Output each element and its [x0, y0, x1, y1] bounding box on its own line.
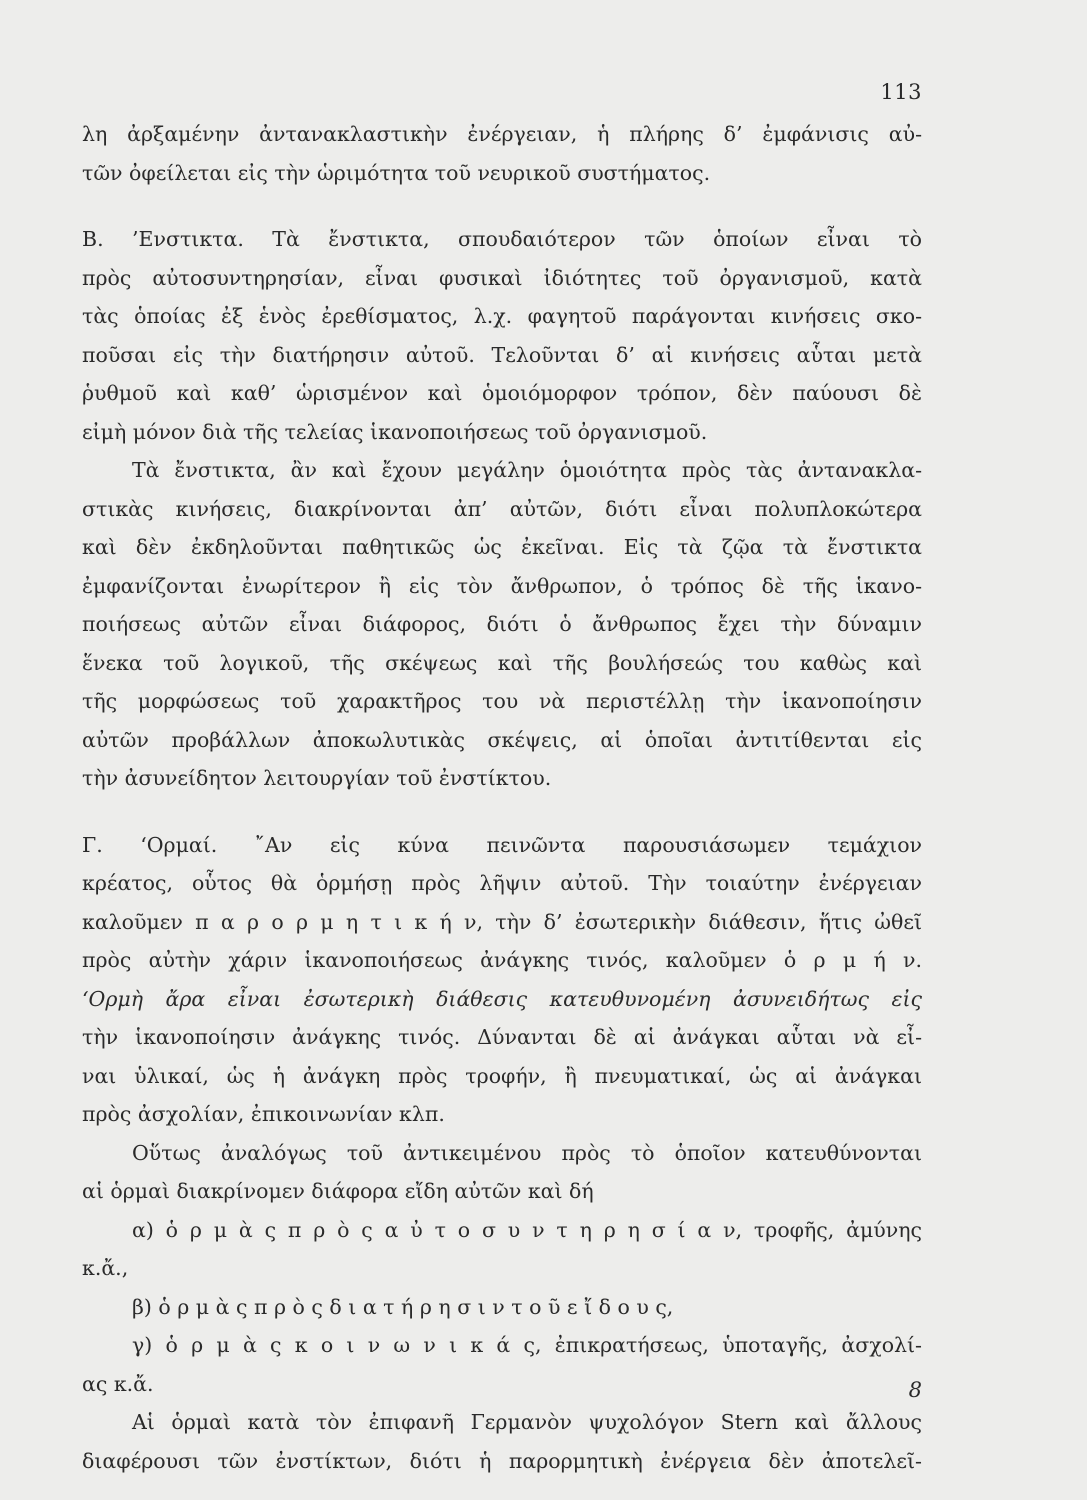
signature-mark: 8 — [908, 1378, 922, 1402]
text-line: πρὸς ἀσχολίαν, ἐπικοινωνίαν κλπ. — [82, 1102, 445, 1126]
text-line: ῥυθμοῦ καὶ καθ’ ὡρισμένον καὶ ὁμοιόμορφον τρόπον, δὲν παύουσι δὲ — [82, 381, 922, 405]
text-line: καλοῦμεν π α ρ ο ρ μ η τ ι κ ή ν, τὴν δ’ ἐσωτερικὴν διάθεσιν, ἥτις ὠθεῖ — [82, 909, 922, 934]
text-line: Οὕτως ἀναλόγως τοῦ ἀντικειμένου πρὸς τὸ ὁποῖον κατευθύνονται — [132, 1140, 922, 1165]
text-line: τὴν ἱκανοποίησιν ἀνάγκης τινός. Δύνανται δὲ αἱ ἀνάγκαι αὗται νὰ εἶ- — [82, 1025, 922, 1049]
text-line: ας κ.ἄ. — [82, 1371, 154, 1396]
text-line: τῆς μορφώσεως τοῦ χαρακτῆρος του νὰ περιστέλλῃ τὴν ἱκανοποίησιν — [82, 689, 922, 713]
body-text — [82, 115, 922, 1480]
text-line: ποιήσεως αὐτῶν εἶναι διάφορος, διότι ὁ ἄνθρωπος ἔχει τὴν δύναμιν — [82, 612, 922, 636]
text-line: αὐτῶν προβάλλων ἀποκωλυτικὰς σκέψεις, αἱ ὁποῖαι ἀντιτίθενται εἰς — [82, 727, 922, 752]
text-line: β) ὁ ρ μ ὰ ς π ρ ὸ ς δ ι α τ ή ρ η σ ι ν τ ο ῦ ε ἴ δ ο υ ς, — [132, 1294, 674, 1319]
text-line: ἕνεκα τοῦ λογικοῦ, τῆς σκέψεως καὶ τῆς βουλήσεώς του καθὼς καὶ — [82, 650, 922, 675]
text-line: τὰς ὁποίας ἐξ ἑνὸς ἐρεθίσματος, λ.χ. φαγητοῦ παράγονται κινήσεις σκο- — [82, 304, 922, 328]
text-line: διαφέρουσι τῶν ἐνστίκτων, διότι ἡ παρορμητικὴ ἐνέργεια δὲν ἀποτελεῖ- — [82, 1448, 922, 1473]
text-line: α) ὁ ρ μ ὰ ς π ρ ὸ ς α ὐ τ ο σ υ ν τ η ρ η σ ί α ν, τροφῆς, ἀμύνης — [132, 1217, 922, 1242]
text-line: κρέατος, οὗτος θὰ ὁρμήσῃ πρὸς λῆψιν αὐτοῦ. Τὴν τοιαύτην ἐνέργειαν — [82, 871, 922, 895]
text-line: Γ. ‘Ορμαί. ῎Αν εἰς κύνα πεινῶντα παρουσιάσωμεν τεμάχιον — [82, 832, 922, 857]
text-line: Β. ’Ενστικτα. Τὰ ἔνστικτα, σπουδαιότερον τῶν ὁποίων εἶναι τὸ — [82, 227, 922, 251]
text-line: τῶν ὀφείλεται εἰς τὴν ὡριμότητα τοῦ νευρικοῦ συστήματος. — [82, 160, 711, 185]
text-line: τὴν ἀσυνείδητον λειτουργίαν τοῦ ἐνστίκτου. — [82, 766, 552, 790]
text-line: στικὰς κινήσεις, διακρίνονται ἀπ’ αὐτῶν, διότι εἶναι πολυπλοκώτερα — [82, 496, 922, 521]
text-line: εἰμὴ μόνον διὰ τῆς τελείας ἱκανοποιήσεως τοῦ ὀργανισμοῦ. — [82, 419, 708, 444]
text-line: κ.ἄ., — [82, 1256, 129, 1280]
text-line: ναι ὑλικαί, ὡς ἡ ἀνάγκη πρὸς τροφήν, ἢ πνευματικαί, ὡς αἱ ἀνάγκαι — [82, 1063, 922, 1088]
paragraph-gap — [82, 192, 922, 220]
text-line: αἱ ὁρμαὶ διακρίνομεν διάφορα εἴδη αὐτῶν καὶ δή — [82, 1179, 594, 1203]
paragraph-gap — [82, 798, 922, 826]
text-line: Τὰ ἔνστικτα, ἂν καὶ ἔχουν μεγάλην ὁμοιότητα πρὸς τὰς ἀντανακλα- — [132, 458, 922, 482]
text-line: γ) ὁ ρ μ ὰ ς κ ο ι ν ω ν ι κ ά ς, ἐπικρατήσεως, ὑποταγῆς, ἀσχολί- — [132, 1333, 922, 1357]
page-number: 113 — [880, 80, 922, 104]
text-line: Αἱ ὁρμαὶ κατὰ τὸν ἐπιφανῆ Γερμανὸν ψυχολόγον Stern καὶ ἄλλους — [132, 1410, 922, 1434]
text-line: ‘Ορμὴ ἄρα εἶναι ἐσωτερικὴ διάθεσις κατευθυνομένη ἀσυνειδήτως εἰς — [82, 986, 922, 1011]
text-line: ποῦσαι εἰς τὴν διατήρησιν αὐτοῦ. Τελοῦνται δ’ αἱ κινήσεις αὗται μετὰ — [82, 342, 922, 367]
text-line: καὶ δὲν ἐκδηλοῦνται παθητικῶς ὡς ἐκεῖναι. Εἰς τὰ ζῷα τὰ ἔνστικτα — [82, 535, 922, 559]
text-line: ἐμφανίζονται ἐνωρίτερον ἢ εἰς τὸν ἄνθρωπον, ὁ τρόπος δὲ τῆς ἱκανο- — [82, 573, 922, 598]
text-line: λη ἀρξαμένην ἀντανακλαστικὴν ἐνέργειαν, ἡ πλήρης δ’ ἐμφάνισις αὐ- — [82, 122, 922, 146]
text-line: πρὸς αὐτοσυντηρησίαν, εἶναι φυσικαὶ ἰδιότητες τοῦ ὀργανισμοῦ, κατὰ — [82, 265, 922, 290]
text-line: πρὸς αὐτὴν χάριν ἱκανοποιήσεως ἀνάγκης τινός, καλοῦμεν ὁ ρ μ ή ν. — [82, 948, 922, 972]
